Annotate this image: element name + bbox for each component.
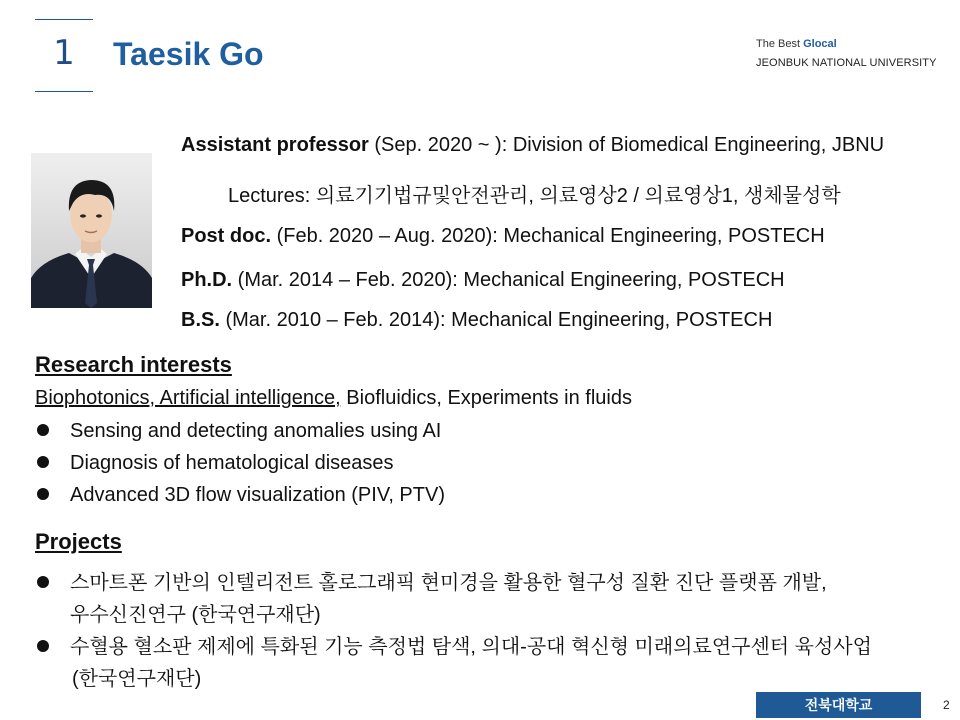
research-item-text: Diagnosis of hematological diseases: [70, 452, 394, 474]
page-number: 2: [943, 698, 950, 712]
research-heading: Research interests: [35, 352, 232, 377]
project-item-text: 스마트폰 기반의 인텔리전트 홀로그래픽 현미경을 활용한 혈구성 질환 진단 플랫폼 개발,: [70, 572, 827, 594]
research-keywords: [35, 387, 632, 410]
bullet-icon: [37, 456, 49, 468]
cv-bs-detail: (Mar. 2010 – Feb. 2014): Mechanical Engineering, POSTECH: [219, 309, 773, 331]
cv-assistant-professor: [181, 134, 884, 157]
list-item: [37, 484, 445, 507]
list-item: [37, 566, 827, 595]
cv-phd-label: Ph.D.: [181, 269, 233, 291]
bullet-icon: [37, 424, 49, 436]
slide-number: 1: [53, 33, 75, 73]
university-slogan: [756, 38, 837, 50]
cv-bs-label: B.S.: [181, 309, 220, 331]
cv-postdoc-detail: (Feb. 2020 – Aug. 2020): Mechanical Engineering, POSTECH: [271, 225, 825, 247]
cv-bs: [181, 309, 772, 332]
cv-phd: [181, 269, 785, 292]
slogan-highlight: Glocal: [803, 38, 837, 50]
cv-role-detail: (Sep. 2020 ~ ): Division of Biomedical Engineering, JBNU: [368, 134, 885, 156]
header-rule-bottom: [35, 91, 93, 92]
cv-lectures: Lectures: 의료기기법규및안전관리, 의료영상2 / 의료영상1, 생체물성학: [228, 185, 841, 207]
page-title: Taesik Go: [113, 36, 264, 72]
bullet-icon: [37, 576, 49, 588]
footer-university-badge: 전북대학교: [756, 692, 921, 718]
cv-postdoc-label: Post doc.: [181, 225, 272, 247]
bullet-icon: [37, 640, 49, 652]
list-item: [37, 420, 441, 443]
list-item: [37, 630, 872, 659]
project-item-continuation: 우수신진연구 (한국연구재단): [70, 604, 321, 626]
header-rule-top: [35, 19, 93, 20]
slogan-prefix: The Best: [756, 38, 804, 50]
university-name: JEONBUK NATIONAL UNIVERSITY: [756, 57, 937, 69]
list-item: [37, 452, 394, 475]
research-item-text: Advanced 3D flow visualization (PIV, PTV): [70, 484, 445, 506]
research-keywords-underlined: Biophotonics, Artificial intelligence,: [35, 387, 341, 409]
project-item-continuation: (한국연구재단): [72, 668, 202, 690]
bullet-icon: [37, 488, 49, 500]
research-keywords-rest: Biofluidics, Experiments in fluids: [340, 387, 632, 409]
cv-phd-detail: (Mar. 2014 – Feb. 2020): Mechanical Engineering, POSTECH: [232, 269, 785, 291]
project-item-text: 수혈용 혈소판 제제에 특화된 기능 측정법 탐색, 의대-공대 혁신형 미래의료연구센터 육성사업: [70, 636, 872, 658]
profile-photo: [31, 153, 152, 308]
cv-role-label: Assistant professor: [181, 134, 369, 156]
projects-heading: Projects: [35, 529, 122, 554]
cv-postdoc: [181, 225, 825, 248]
research-item-text: Sensing and detecting anomalies using AI: [70, 420, 442, 442]
